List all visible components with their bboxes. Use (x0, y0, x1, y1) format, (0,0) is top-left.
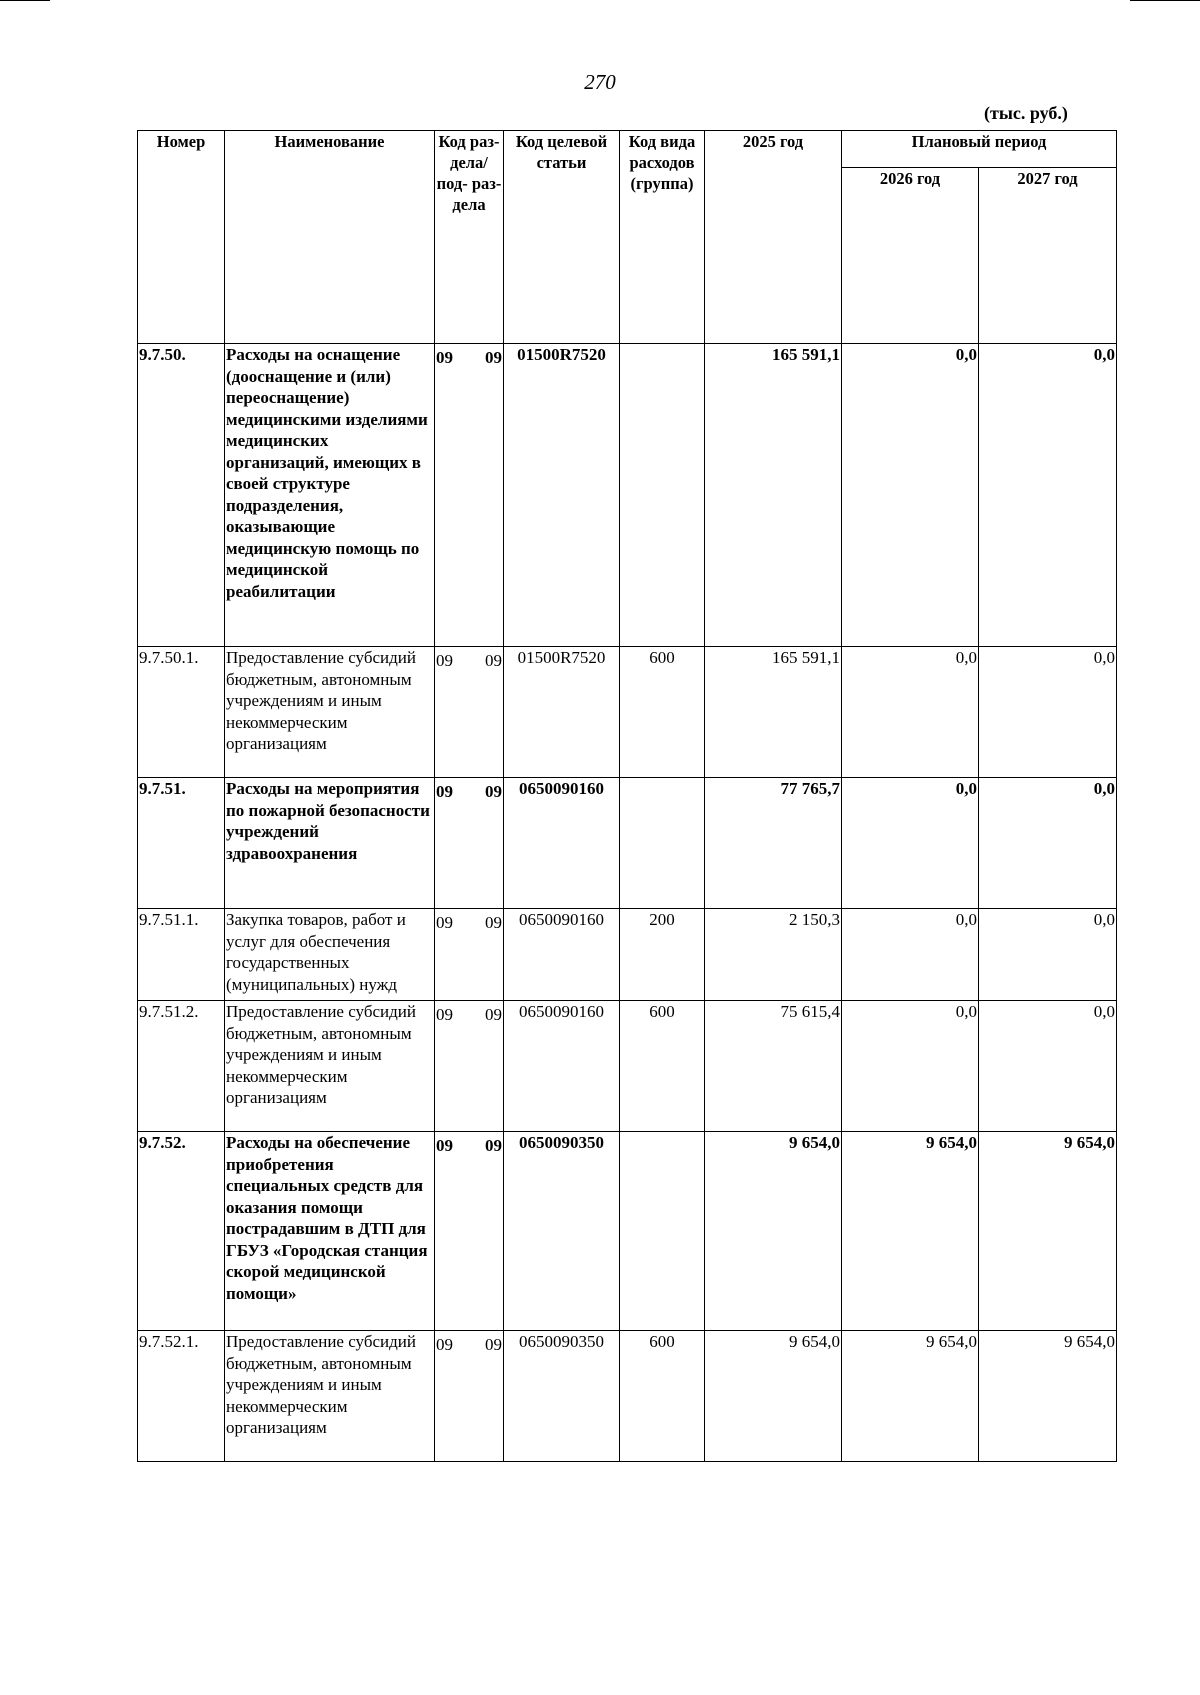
row-2026: 0,0 (842, 909, 979, 1001)
row-2026: 0,0 (842, 1001, 979, 1132)
row-2027: 0,0 (979, 344, 1117, 647)
table-row (138, 1331, 1117, 1462)
header-year-2025: 2025 год (705, 131, 842, 344)
row-name: Предоставление субсидий бюджетным, автономным учреждениям и иным некоммерческим организациям (225, 1001, 435, 1132)
header-year-2027: 2027 год (979, 168, 1117, 344)
row-name: Предоставление субсидий бюджетным, автономным учреждениям и иным некоммерческим организациям (225, 647, 435, 778)
row-podrazdel: 09 (485, 1136, 502, 1155)
row-number: 9.7.52. (138, 1132, 225, 1331)
row-expense-type: 200 (620, 909, 705, 1001)
row-2027: 0,0 (979, 778, 1117, 909)
table-row (138, 778, 1117, 909)
row-razdel: 09 (436, 651, 453, 670)
header-planned-period: Плановый период (842, 131, 1117, 168)
row-section-code (435, 344, 504, 647)
row-target-code: 0650090160 (504, 778, 620, 909)
row-podrazdel: 09 (485, 1005, 502, 1024)
header-target-code: Код целевой статьи (504, 131, 620, 344)
row-razdel: 09 (436, 782, 453, 801)
header-name: Наименование (225, 131, 435, 344)
units-label: (тыс. руб.) (984, 103, 1068, 123)
row-razdel: 09 (436, 1005, 453, 1024)
row-2027: 9 654,0 (979, 1331, 1117, 1462)
row-2027: 0,0 (979, 647, 1117, 778)
row-expense-type (620, 344, 705, 647)
row-number: 9.7.51.1. (138, 909, 225, 1001)
budget-table (137, 130, 1117, 1462)
row-2025: 2 150,3 (705, 909, 842, 1001)
row-name: Расходы на мероприятия по пожарной безопасности учреждений здравоохранения (225, 778, 435, 909)
row-2026: 0,0 (842, 344, 979, 647)
header-year-2026: 2026 год (842, 168, 979, 344)
row-2027: 0,0 (979, 1001, 1117, 1132)
row-razdel: 09 (436, 1335, 453, 1354)
row-expense-type (620, 1132, 705, 1331)
row-2025: 9 654,0 (705, 1331, 842, 1462)
row-2027: 9 654,0 (979, 1132, 1117, 1331)
row-2025: 75 615,4 (705, 1001, 842, 1132)
row-target-code: 01500R7520 (504, 647, 620, 778)
row-number: 9.7.50. (138, 344, 225, 647)
row-target-code: 01500R7520 (504, 344, 620, 647)
header-section-code: Код раз- дела/ под- раз- дела (435, 131, 504, 344)
row-razdel: 09 (436, 913, 453, 932)
row-name: Предоставление субсидий бюджетным, автономным учреждениям и иным некоммерческим организациям (225, 1331, 435, 1462)
row-section-code (435, 1132, 504, 1331)
row-2027: 0,0 (979, 909, 1117, 1001)
row-target-code: 0650090160 (504, 909, 620, 1001)
table-row (138, 344, 1117, 647)
header-number: Номер (138, 131, 225, 344)
table-row (138, 1001, 1117, 1132)
row-2025: 9 654,0 (705, 1132, 842, 1331)
row-podrazdel: 09 (485, 782, 502, 801)
row-2026: 0,0 (842, 778, 979, 909)
row-number: 9.7.50.1. (138, 647, 225, 778)
row-number: 9.7.51. (138, 778, 225, 909)
row-2025: 165 591,1 (705, 647, 842, 778)
row-expense-type: 600 (620, 1001, 705, 1132)
row-expense-type (620, 778, 705, 909)
page-number: 270 (584, 70, 616, 94)
row-section-code (435, 1331, 504, 1462)
row-name: Расходы на обеспечение приобретения специальных средств для оказания помощи пострадавшим в ДТП для ГБУЗ «Городская станция скорой медицинской помощи» (225, 1132, 435, 1331)
row-target-code: 0650090350 (504, 1331, 620, 1462)
row-number: 9.7.51.2. (138, 1001, 225, 1132)
scan-edge-right (1130, 0, 1200, 1)
row-razdel: 09 (436, 1136, 453, 1155)
row-expense-type: 600 (620, 647, 705, 778)
row-2026: 9 654,0 (842, 1331, 979, 1462)
row-name: Закупка товаров, работ и услуг для обеспечения государственных (муниципальных) нужд (225, 909, 435, 1001)
row-target-code: 0650090350 (504, 1132, 620, 1331)
table-row (138, 647, 1117, 778)
row-2025: 77 765,7 (705, 778, 842, 909)
row-podrazdel: 09 (485, 913, 502, 932)
row-razdel: 09 (436, 348, 453, 367)
table-row (138, 1132, 1117, 1331)
row-podrazdel: 09 (485, 651, 502, 670)
row-2026: 0,0 (842, 647, 979, 778)
row-podrazdel: 09 (485, 1335, 502, 1354)
row-section-code (435, 909, 504, 1001)
row-name: Расходы на оснащение (дооснащение и (или) переоснащение) медицинскими изделиями медицинских организаций, имеющих в своей структуре подразделения, оказывающие медицинскую помощь по медицинской реабилитации (225, 344, 435, 647)
row-2026: 9 654,0 (842, 1132, 979, 1331)
table-row (138, 909, 1117, 1001)
header-expense-type: Код вида расходов (группа) (620, 131, 705, 344)
row-expense-type: 600 (620, 1331, 705, 1462)
row-target-code: 0650090160 (504, 1001, 620, 1132)
row-section-code (435, 647, 504, 778)
row-2025: 165 591,1 (705, 344, 842, 647)
row-number: 9.7.52.1. (138, 1331, 225, 1462)
row-section-code (435, 778, 504, 909)
scan-edge-left (0, 0, 50, 1)
row-podrazdel: 09 (485, 348, 502, 367)
row-section-code (435, 1001, 504, 1132)
